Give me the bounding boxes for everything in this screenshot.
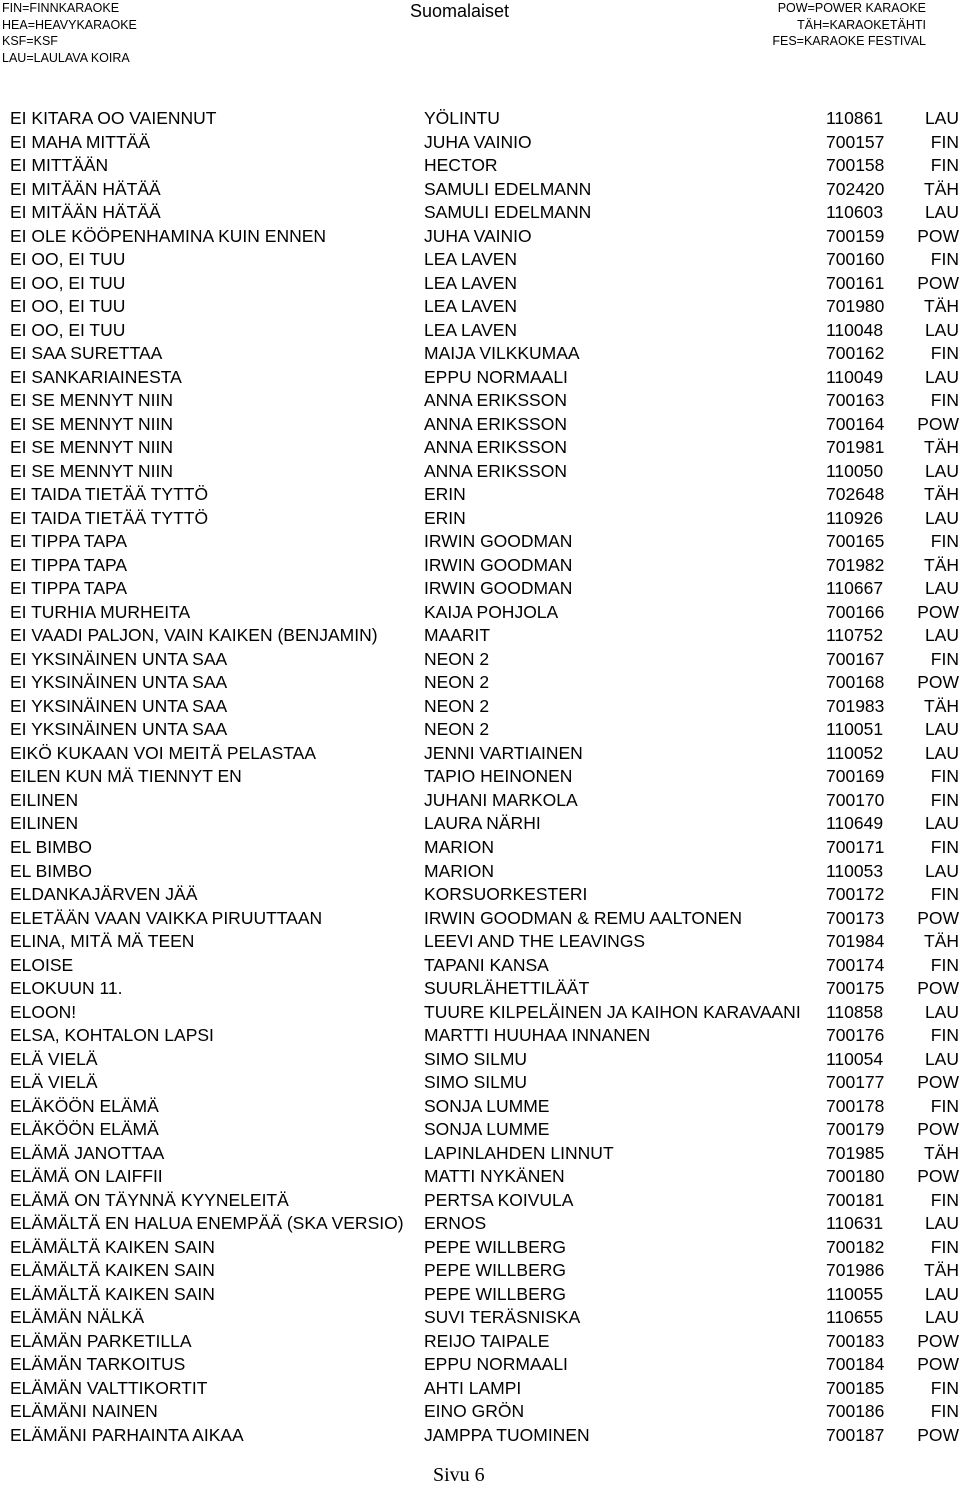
table-row: [0, 860, 960, 884]
song-code: 110631: [826, 1213, 884, 1234]
song-source: LAU: [924, 460, 959, 481]
song-title: ELÄ VIELÄ: [10, 1048, 98, 1069]
table-row: [0, 413, 960, 437]
song-artist: MARION: [424, 836, 494, 857]
song-code: 700163: [826, 390, 885, 411]
song-code: 110049: [826, 366, 884, 387]
song-code: 702420: [826, 178, 885, 199]
table-row: [0, 601, 960, 625]
song-title: ELÄMÄN NÄLKÄ: [10, 1307, 145, 1328]
song-artist: LEEVI AND THE LEAVINGS: [424, 931, 646, 952]
table-row: [0, 789, 960, 813]
song-title: EI VAADI PALJON, VAIN KAIKEN (BENJAMIN): [10, 625, 378, 646]
song-source: POW: [917, 225, 959, 246]
song-artist: SAMULI EDELMANN: [424, 202, 592, 223]
song-code: 700165: [826, 531, 885, 552]
song-artist: ANNA ERIKSSON: [424, 390, 567, 411]
song-list: [0, 107, 960, 1447]
song-title: EL BIMBO: [10, 860, 93, 881]
song-code: 110926: [826, 507, 884, 528]
song-artist: IRWIN GOODMAN: [424, 554, 573, 575]
song-title: EI TAIDA TIETÄÄ TYTTÖ: [10, 507, 209, 528]
song-artist: PEPE WILLBERG: [424, 1283, 566, 1304]
table-row: [0, 1330, 960, 1354]
song-artist: ANNA ERIKSSON: [424, 460, 567, 481]
song-source: TÄH: [924, 695, 959, 716]
song-title: ELSA, KOHTALON LAPSI: [10, 1025, 214, 1046]
song-code: 110054: [826, 1048, 884, 1069]
legend-line: LAU=LAULAVA KOIRA: [2, 50, 130, 65]
song-title: EI TAIDA TIETÄÄ TYTTÖ: [10, 484, 209, 505]
song-source: FIN: [930, 836, 959, 857]
legend-line: FES=KARAOKE FESTIVAL: [772, 34, 926, 48]
song-source: LAU: [924, 742, 959, 763]
song-artist: MAARIT: [424, 625, 491, 646]
song-title: EI OLE KÖÖPENHAMINA KUIN ENNEN: [10, 225, 327, 246]
song-title: EI TIPPA TAPA: [10, 531, 128, 552]
song-title: ELÄMÄNI PARHAINTA AIKAA: [10, 1424, 244, 1445]
song-artist: LEA LAVEN: [424, 319, 518, 340]
song-source: LAU: [924, 625, 959, 646]
song-title: ELÄMÄ JANOTTAA: [10, 1142, 165, 1163]
table-row: [0, 154, 960, 178]
table-row: [0, 507, 960, 531]
song-artist: MARTTI HUUHAA INNANEN: [424, 1025, 651, 1046]
table-row: [0, 201, 960, 225]
song-artist: ERIN: [424, 507, 466, 528]
song-title: EILINEN: [10, 813, 79, 834]
song-code: 700162: [826, 343, 885, 364]
song-artist: SAMULI EDELMANN: [424, 178, 592, 199]
song-title: EI OO, EI TUU: [10, 272, 126, 293]
song-source: POW: [917, 272, 959, 293]
song-artist: KORSUORKESTERI: [424, 884, 588, 905]
song-code: 701980: [826, 296, 885, 317]
song-code: 110667: [826, 578, 884, 599]
song-code: 700176: [826, 1025, 885, 1046]
song-code: 700174: [826, 954, 885, 975]
song-source: POW: [917, 1330, 959, 1351]
table-row: [0, 1095, 960, 1119]
song-artist: LAURA NÄRHI: [424, 813, 541, 834]
song-source: TÄH: [924, 931, 959, 952]
song-artist: ERIN: [424, 484, 466, 505]
table-row: [0, 1377, 960, 1401]
song-artist: TUURE KILPELÄINEN JA KAIHON KARAVAANI: [424, 1001, 801, 1022]
song-code: 700181: [826, 1189, 885, 1210]
song-artist: ANNA ERIKSSON: [424, 413, 567, 434]
legend-line: HEA=HEAVYKARAOKE: [2, 17, 137, 32]
legend-line: FIN=FINNKARAOKE: [2, 1, 120, 15]
song-code: 700172: [826, 884, 885, 905]
song-code: 110752: [826, 625, 884, 646]
song-title: EIKÖ KUKAAN VOI MEITÄ PELASTAA: [10, 742, 317, 763]
table-row: [0, 460, 960, 484]
song-source: LAU: [924, 507, 959, 528]
song-source: FIN: [930, 343, 959, 364]
song-artist: NEON 2: [424, 648, 490, 669]
song-code: 110050: [826, 460, 884, 481]
song-title: ELETÄÄN VAAN VAIKKA PIRUUTTAAN: [10, 907, 323, 928]
song-title: EILEN KUN MÄ TIENNYT EN: [10, 766, 242, 787]
legend-left: [2, 0, 137, 66]
song-artist: REIJO TAIPALE: [424, 1330, 550, 1351]
song-source: LAU: [924, 108, 959, 128]
song-source: LAU: [924, 719, 959, 740]
song-artist: IRWIN GOODMAN: [424, 578, 573, 599]
song-code: 110655: [826, 1307, 884, 1328]
song-title: EI SE MENNYT NIIN: [10, 437, 174, 458]
song-code: 700171: [826, 836, 885, 857]
song-artist: EPPU NORMAALI: [424, 1354, 568, 1375]
song-title: EI MITÄÄN HÄTÄÄ: [10, 178, 161, 199]
legend-line: KSF=KSF: [2, 34, 58, 48]
table-row: [0, 295, 960, 319]
song-source: POW: [917, 1072, 959, 1093]
song-code: 701985: [826, 1142, 885, 1163]
song-code: 700164: [826, 413, 885, 434]
table-row: [0, 907, 960, 931]
table-row: [0, 765, 960, 789]
song-artist: NEON 2: [424, 719, 490, 740]
song-title: EI OO, EI TUU: [10, 249, 126, 270]
song-artist: IRWIN GOODMAN & REMU AALTONEN: [424, 907, 742, 928]
table-row: [0, 1189, 960, 1213]
song-title: ELÄMÄN TARKOITUS: [10, 1354, 186, 1375]
song-source: LAU: [924, 578, 959, 599]
song-title: ELÄKÖÖN ELÄMÄ: [10, 1095, 159, 1116]
song-artist: IRWIN GOODMAN: [424, 531, 573, 552]
song-artist: PEPE WILLBERG: [424, 1236, 566, 1257]
song-source: FIN: [930, 131, 959, 152]
song-code: 110051: [826, 719, 884, 740]
song-source: LAU: [924, 1001, 959, 1022]
song-artist: SONJA LUMME: [424, 1119, 550, 1140]
table-row: [0, 1283, 960, 1307]
song-source: LAU: [924, 1048, 959, 1069]
song-title: EI SE MENNYT NIIN: [10, 390, 174, 411]
song-source: POW: [917, 1354, 959, 1375]
table-row: [0, 1236, 960, 1260]
song-artist: EPPU NORMAALI: [424, 366, 568, 387]
table-row: [0, 436, 960, 460]
song-title: EI TIPPA TAPA: [10, 578, 128, 599]
song-source: FIN: [930, 1236, 959, 1257]
song-code: 700173: [826, 907, 885, 928]
song-source: LAU: [924, 202, 959, 223]
table-row: [0, 342, 960, 366]
table-row: [0, 178, 960, 202]
song-artist: MATTI NYKÄNEN: [424, 1166, 565, 1187]
song-title: ELÄKÖÖN ELÄMÄ: [10, 1119, 159, 1140]
table-row: [0, 648, 960, 672]
song-source: TÄH: [924, 296, 959, 317]
song-code: 700159: [826, 225, 885, 246]
song-code: 700157: [826, 131, 885, 152]
song-title: EI SANKARIAINESTA: [10, 366, 182, 387]
table-row: [0, 977, 960, 1001]
song-code: 110858: [826, 1001, 884, 1022]
song-title: ELÄMÄNI NAINEN: [10, 1401, 158, 1422]
song-artist: PEPE WILLBERG: [424, 1260, 566, 1281]
song-code: 700180: [826, 1166, 885, 1187]
song-title: ELÄMÄN VALTTIKORTIT: [10, 1377, 208, 1398]
song-code: 700187: [826, 1424, 885, 1445]
song-source: LAU: [924, 319, 959, 340]
song-source: FIN: [930, 249, 959, 270]
song-artist: LAPINLAHDEN LINNUT: [424, 1142, 614, 1163]
song-title: EI YKSINÄINEN UNTA SAA: [10, 648, 228, 669]
song-title: ELÄ VIELÄ: [10, 1072, 98, 1093]
table-row: [0, 1353, 960, 1377]
song-code: 700185: [826, 1377, 885, 1398]
song-source: POW: [917, 907, 959, 928]
song-artist: SIMO SILMU: [424, 1072, 528, 1093]
song-title: EI YKSINÄINEN UNTA SAA: [10, 695, 228, 716]
song-artist: JUHA VAINIO: [424, 131, 532, 152]
song-source: FIN: [930, 1401, 959, 1422]
song-artist: LEA LAVEN: [424, 249, 518, 270]
table-row: [0, 530, 960, 554]
song-title: ELÄMÄLTÄ KAIKEN SAIN: [10, 1283, 215, 1304]
table-row: [0, 248, 960, 272]
song-title: EI YKSINÄINEN UNTA SAA: [10, 672, 228, 693]
song-code: 110048: [826, 319, 884, 340]
song-source: POW: [917, 601, 959, 622]
song-code: 701982: [826, 554, 885, 575]
song-title: EI SAA SURETTAA: [10, 343, 163, 364]
song-title: EI YKSINÄINEN UNTA SAA: [10, 719, 228, 740]
song-artist: HECTOR: [424, 155, 498, 176]
song-title: ELÄMÄLTÄ KAIKEN SAIN: [10, 1236, 215, 1257]
table-row: [0, 954, 960, 978]
song-code: 700169: [826, 766, 885, 787]
song-title: EILINEN: [10, 789, 79, 810]
table-row: [0, 107, 960, 131]
table-row: [0, 1424, 960, 1448]
song-source: TÄH: [924, 554, 959, 575]
song-artist: KAIJA POHJOLA: [424, 601, 559, 622]
song-code: 701983: [826, 695, 885, 716]
song-title: EI OO, EI TUU: [10, 319, 126, 340]
song-artist: SONJA LUMME: [424, 1095, 550, 1116]
table-row: [0, 131, 960, 155]
song-source: LAU: [924, 366, 959, 387]
song-source: FIN: [930, 884, 959, 905]
table-row: [0, 1400, 960, 1424]
song-source: TÄH: [924, 178, 959, 199]
table-row: [0, 1024, 960, 1048]
song-code: 700183: [826, 1330, 885, 1351]
song-artist: ANNA ERIKSSON: [424, 437, 567, 458]
song-artist: EINO GRÖN: [424, 1401, 525, 1422]
song-code: 700168: [826, 672, 885, 693]
song-source: POW: [917, 413, 959, 434]
song-code: 701986: [826, 1260, 885, 1281]
table-row: [0, 1259, 960, 1283]
song-artist: YÖLINTU: [424, 108, 500, 128]
song-title: ELÄMÄ ON TÄYNNÄ KYYNELEITÄ: [10, 1189, 289, 1210]
table-row: [0, 1118, 960, 1142]
song-source: TÄH: [924, 484, 959, 505]
song-source: POW: [917, 1424, 959, 1445]
table-row: [0, 1212, 960, 1236]
song-title: ELOISE: [10, 954, 74, 975]
song-code: 700179: [826, 1119, 885, 1140]
legend-right: [746, 0, 926, 50]
song-source: FIN: [930, 155, 959, 176]
song-code: 700177: [826, 1072, 885, 1093]
song-artist: JAMPPA TUOMINEN: [424, 1424, 590, 1445]
song-source: LAU: [924, 813, 959, 834]
table-row: [0, 319, 960, 343]
song-source: FIN: [930, 1377, 959, 1398]
song-artist: SIMO SILMU: [424, 1048, 528, 1069]
song-source: POW: [917, 672, 959, 693]
table-row: [0, 1001, 960, 1025]
song-title: ELÄMÄN PARKETILLA: [10, 1330, 192, 1351]
song-source: POW: [917, 1119, 959, 1140]
table-row: [0, 1165, 960, 1189]
song-source: LAU: [924, 1283, 959, 1304]
song-artist: MAIJA VILKKUMAA: [424, 343, 580, 364]
song-artist: PERTSA KOIVULA: [424, 1189, 574, 1210]
song-source: TÄH: [924, 437, 959, 458]
song-code: 700175: [826, 978, 885, 999]
song-artist: JUHANI MARKOLA: [424, 789, 578, 810]
song-source: LAU: [924, 860, 959, 881]
song-source: FIN: [930, 648, 959, 669]
song-code: 110603: [826, 202, 884, 223]
song-code: 700178: [826, 1095, 885, 1116]
song-title: EI TURHIA MURHEITA: [10, 601, 191, 622]
table-row: [0, 1142, 960, 1166]
song-title: ELÄMÄLTÄ KAIKEN SAIN: [10, 1260, 215, 1281]
table-row: [0, 366, 960, 390]
song-source: FIN: [930, 789, 959, 810]
song-code: 110053: [826, 860, 884, 881]
song-source: LAU: [924, 1307, 959, 1328]
song-code: 700182: [826, 1236, 885, 1257]
song-title: EI SE MENNYT NIIN: [10, 460, 174, 481]
song-code: 700186: [826, 1401, 885, 1422]
song-title: EI MITÄÄN HÄTÄÄ: [10, 202, 161, 223]
song-source: FIN: [930, 531, 959, 552]
table-row: [0, 742, 960, 766]
table-row: [0, 836, 960, 860]
song-artist: ERNOS: [424, 1213, 487, 1234]
table-row: [0, 1071, 960, 1095]
song-artist: SUURLÄHETTILÄÄT: [424, 978, 590, 999]
song-code: 701984: [826, 931, 885, 952]
song-source: FIN: [930, 390, 959, 411]
song-artist: AHTI LAMPI: [424, 1377, 522, 1398]
song-code: 110052: [826, 742, 884, 763]
song-code: 700166: [826, 601, 885, 622]
song-code: 701981: [826, 437, 885, 458]
table-row: [0, 718, 960, 742]
song-source: FIN: [930, 1025, 959, 1046]
table-row: [0, 1306, 960, 1330]
song-artist: SUVI TERÄSNISKA: [424, 1307, 581, 1328]
table-row: [0, 883, 960, 907]
song-code: 110861: [826, 108, 884, 128]
song-code: 110055: [826, 1283, 884, 1304]
song-title: EI SE MENNYT NIIN: [10, 413, 174, 434]
table-row: [0, 483, 960, 507]
song-title: ELOKUUN 11.: [10, 978, 123, 999]
song-artist: NEON 2: [424, 672, 490, 693]
song-source: FIN: [930, 766, 959, 787]
table-row: [0, 1048, 960, 1072]
song-title: EL BIMBO: [10, 836, 93, 857]
song-title: ELDANKAJÄRVEN JÄÄ: [10, 884, 198, 905]
table-row: [0, 554, 960, 578]
table-row: [0, 812, 960, 836]
song-artist: TAPIO HEINONEN: [424, 766, 573, 787]
song-code: 110649: [826, 813, 884, 834]
song-code: 700160: [826, 249, 885, 270]
song-code: 700170: [826, 789, 885, 810]
song-title: EI MITTÄÄN: [10, 155, 109, 176]
table-row: [0, 671, 960, 695]
legend-line: TÄH=KARAOKETÄHTI: [797, 17, 926, 32]
page-number: Sivu 6: [433, 1464, 485, 1486]
song-title: EI KITARA OO VAIENNUT: [10, 108, 217, 128]
song-artist: MARION: [424, 860, 494, 881]
song-source: LAU: [924, 1213, 959, 1234]
table-row: [0, 695, 960, 719]
song-source: TÄH: [924, 1260, 959, 1281]
table-row: [0, 225, 960, 249]
song-title: EI TIPPA TAPA: [10, 554, 128, 575]
song-source: FIN: [930, 1189, 959, 1210]
table-row: [0, 389, 960, 413]
song-artist: JENNI VARTIAINEN: [424, 742, 583, 763]
song-title: EI OO, EI TUU: [10, 296, 126, 317]
song-code: 702648: [826, 484, 885, 505]
song-source: TÄH: [924, 1142, 959, 1163]
song-artist: JUHA VAINIO: [424, 225, 532, 246]
song-title: ELOON!: [10, 1001, 77, 1022]
song-title: ELÄMÄLTÄ EN HALUA ENEMPÄÄ (SKA VERSIO): [10, 1213, 404, 1234]
song-source: FIN: [930, 954, 959, 975]
song-title: ELÄMÄ ON LAIFFII: [10, 1166, 163, 1187]
song-source: POW: [917, 978, 959, 999]
page-title: Suomalaiset: [410, 1, 510, 21]
song-title: EI MAHA MITTÄÄ: [10, 131, 151, 152]
song-code: 700158: [826, 155, 885, 176]
song-artist: NEON 2: [424, 695, 490, 716]
legend-line: POW=POWER KARAOKE: [777, 1, 926, 15]
song-source: FIN: [930, 1095, 959, 1116]
song-artist: LEA LAVEN: [424, 272, 518, 293]
song-code: 700167: [826, 648, 885, 669]
song-artist: LEA LAVEN: [424, 296, 518, 317]
song-code: 700161: [826, 272, 885, 293]
table-row: [0, 930, 960, 954]
song-title: ELINA, MITÄ MÄ TEEN: [10, 931, 195, 952]
song-artist: TAPANI KANSA: [424, 954, 549, 975]
table-row: [0, 272, 960, 296]
table-row: [0, 624, 960, 648]
song-code: 700184: [826, 1354, 885, 1375]
song-source: POW: [917, 1166, 959, 1187]
table-row: [0, 577, 960, 601]
